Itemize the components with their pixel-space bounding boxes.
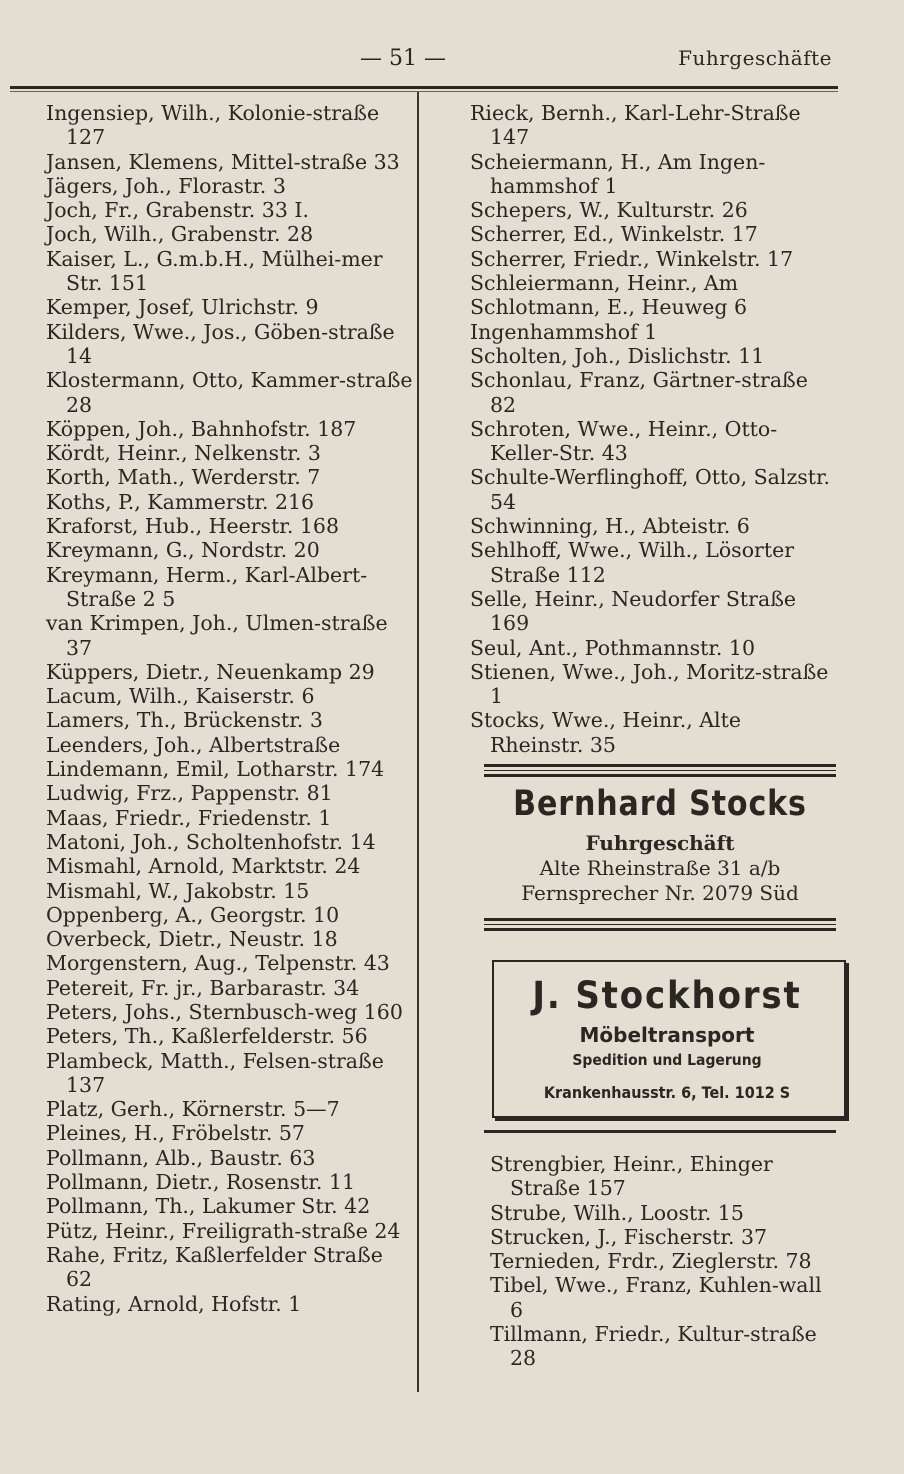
directory-entry: Ingensiep, Wilh., Kolonie-straße 127 — [46, 101, 380, 150]
directory-entry: Kemper, Josef, Ulrichstr. 9 — [46, 295, 319, 320]
directory-entry: Lindemann, Emil, Lotharstr. 174 — [46, 757, 385, 782]
directory-entry: Mismahl, W., Jakobstr. 15 — [46, 878, 310, 903]
directory-entry: Tibel, Wwe., Franz, Kuhlen-wall 6 — [490, 1273, 822, 1322]
directory-entry: Scheiermann, H., Am Ingen-hammshof 1 — [470, 149, 766, 198]
directory-entry: Pleines, H., Fröbelstr. 57 — [46, 1121, 305, 1146]
directory-entry: Petereit, Fr. jr., Barbarastr. 34 — [46, 975, 360, 1000]
right-column-top — [470, 101, 840, 757]
directory-entry: Ingenhammshof 1 — [470, 319, 658, 344]
directory-entry: Joch, Wilh., Grabenstr. 28 — [46, 222, 314, 247]
directory-entry: Scherrer, Ed., Winkelstr. 17 — [470, 222, 758, 247]
directory-entry: Platz, Gerh., Körnerstr. 5—7 — [46, 1097, 340, 1122]
header-rule — [10, 86, 838, 89]
ad-trade: Fuhrgeschäft — [585, 831, 735, 855]
ad-address: Krankenhausstr. 6, Tel. 1012 S — [543, 1083, 791, 1102]
directory-entry: Seul, Ant., Pothmannstr. 10 — [470, 635, 755, 660]
directory-entry: Schleiermann, Heinr., Am — [470, 271, 739, 296]
directory-entry: Stocks, Wwe., Heinr., Alte Rheinstr. 35 — [470, 708, 741, 757]
directory-entry: Maas, Friedr., Friedenstr. 1 — [46, 805, 332, 830]
directory-entry: Kilders, Wwe., Jos., Göben-straße 14 — [46, 319, 395, 368]
directory-entry: Köppen, Joh., Bahnhofstr. 187 — [46, 416, 357, 441]
directory-entry: Ternieden, Frdr., Zieglerstr. 78 — [490, 1249, 812, 1274]
directory-entry: Kreymann, Herm., Karl-Albert-Straße 2 5 — [46, 562, 368, 611]
directory-entry: Lamers, Th., Brückenstr. 3 — [46, 708, 323, 733]
directory-entry: Strucken, J., Fischerstr. 37 — [490, 1224, 768, 1249]
directory-entry: Rieck, Bernh., Karl-Lehr-Straße 147 — [470, 101, 801, 150]
directory-entry: Ludwig, Frz., Pappenstr. 81 — [46, 781, 333, 806]
directory-entry: van Krimpen, Joh., Ulmen-straße 37 — [46, 611, 388, 660]
section-title: Fuhrgeschäfte — [678, 46, 832, 70]
header-rule-thin — [10, 91, 838, 92]
directory-entry: Matoni, Joh., Scholtenhofstr. 14 — [46, 829, 376, 854]
page-number: — 51 — — [360, 46, 446, 71]
directory-entry: Scherrer, Friedr., Winkelstr. 17 — [470, 246, 794, 271]
right-column-bottom — [490, 1152, 840, 1371]
directory-entry: Morgenstern, Aug., Telpenstr. 43 — [46, 951, 390, 976]
column-divider — [417, 92, 419, 1392]
directory-entry: Selle, Heinr., Neudorfer Straße 169 — [470, 586, 797, 636]
directory-entry: Rating, Arnold, Hofstr. 1 — [46, 1291, 302, 1316]
ad-company-name: Bernhard Stocks — [513, 784, 807, 824]
directory-entry: Koths, P., Kammerstr. 216 — [46, 489, 315, 514]
directory-entry: Scholten, Joh., Dislichstr. 11 — [470, 343, 765, 368]
directory-entry: Kreymann, G., Nordstr. 20 — [46, 538, 320, 563]
directory-entry: Pollmann, Dietr., Rosenstr. 11 — [46, 1170, 356, 1195]
directory-entry: Stienen, Wwe., Joh., Moritz-straße 1 — [470, 659, 829, 709]
directory-entry: Klostermann, Otto, Kammer-straße 28 — [46, 368, 413, 417]
ad-services: Spedition und Lagerung — [572, 1051, 762, 1069]
ad-separator-mid-thin — [484, 924, 836, 925]
directory-entry: Kraforst, Hub., Heerstr. 168 — [46, 514, 340, 539]
directory-entry: Jansen, Klemens, Mittel-straße 33 — [46, 149, 400, 174]
directory-entry: Peters, Th., Kaßlerfelderstr. 56 — [46, 1024, 368, 1049]
directory-entry: Küppers, Dietr., Neuenkamp 29 — [46, 659, 375, 684]
ad-separator-mid — [484, 918, 836, 921]
ad-separator-top — [484, 764, 836, 767]
directory-entry: Strube, Wilh., Loostr. 15 — [490, 1200, 744, 1225]
page-header — [0, 40, 904, 80]
directory-entry: Overbeck, Dietr., Neustr. 18 — [46, 927, 338, 952]
ad-separator-mid-2 — [484, 928, 836, 931]
ad-address: Alte Rheinstraße 31 a/b — [539, 856, 781, 880]
advertisement-j-stockhorst — [492, 972, 842, 1108]
directory-entry: Schepers, W., Kulturstr. 26 — [470, 198, 748, 223]
directory-entry: Schulte-Werflinghoff, Otto, Salzstr. 54 — [470, 465, 831, 514]
directory-entry: Schlotmann, E., Heuweg 6 — [470, 295, 748, 320]
ad-separator-bottom — [484, 1130, 836, 1133]
directory-entry: Plambeck, Matth., Felsen-straße 137 — [46, 1048, 384, 1097]
left-column — [46, 101, 414, 1316]
directory-entry: Sehlhoff, Wwe., Wilh., Lösorter Straße 112 — [470, 538, 795, 587]
advertisement-bernhard-stocks — [484, 782, 836, 906]
ad-phone: Fernsprecher Nr. 2079 Süd — [521, 881, 799, 905]
directory-entry: Tillmann, Friedr., Kultur-straße 28 — [490, 1322, 817, 1371]
ad-trade: Möbeltransport — [579, 1023, 755, 1047]
directory-entry: Pollmann, Alb., Baustr. 63 — [46, 1145, 316, 1170]
directory-entry: Oppenberg, A., Georgstr. 10 — [46, 902, 340, 927]
directory-entry: Lacum, Wilh., Kaiserstr. 6 — [46, 684, 315, 709]
directory-entry: Korth, Math., Werderstr. 7 — [46, 465, 321, 490]
directory-entry: Jägers, Joh., Florastr. 3 — [46, 173, 286, 198]
directory-entry: Leenders, Joh., Albertstraße — [46, 732, 341, 757]
directory-entry: Schonlau, Franz, Gärtner-straße 82 — [470, 368, 808, 417]
ad-company-name: J. Stockhorst — [532, 974, 802, 1017]
directory-entry: Rahe, Fritz, Kaßlerfelder Straße 62 — [46, 1242, 383, 1292]
ad-separator-top-thin — [484, 770, 836, 771]
directory-entry: Schroten, Wwe., Heinr., Otto-Keller-Str. 43 — [470, 416, 778, 466]
directory-entry: Strengbier, Heinr., Ehinger Straße 157 — [490, 1152, 773, 1201]
directory-entry: Pütz, Heinr., Freiligrath-straße 24 — [46, 1218, 401, 1243]
directory-entry: Kördt, Heinr., Nelkenstr. 3 — [46, 441, 321, 466]
directory-entry: Pollmann, Th., Lakumer Str. 42 — [46, 1194, 371, 1219]
directory-entry: Schwinning, H., Abteistr. 6 — [470, 514, 750, 539]
ad-separator-top-2 — [484, 774, 836, 777]
directory-entry: Mismahl, Arnold, Marktstr. 24 — [46, 854, 361, 879]
directory-entry: Joch, Fr., Grabenstr. 33 I. — [46, 198, 310, 223]
directory-entry: Kaiser, L., G.m.b.H., Mülhei-mer Str. 151 — [46, 246, 383, 296]
directory-entry: Peters, Johs., Sternbusch-weg 160 — [46, 999, 403, 1024]
